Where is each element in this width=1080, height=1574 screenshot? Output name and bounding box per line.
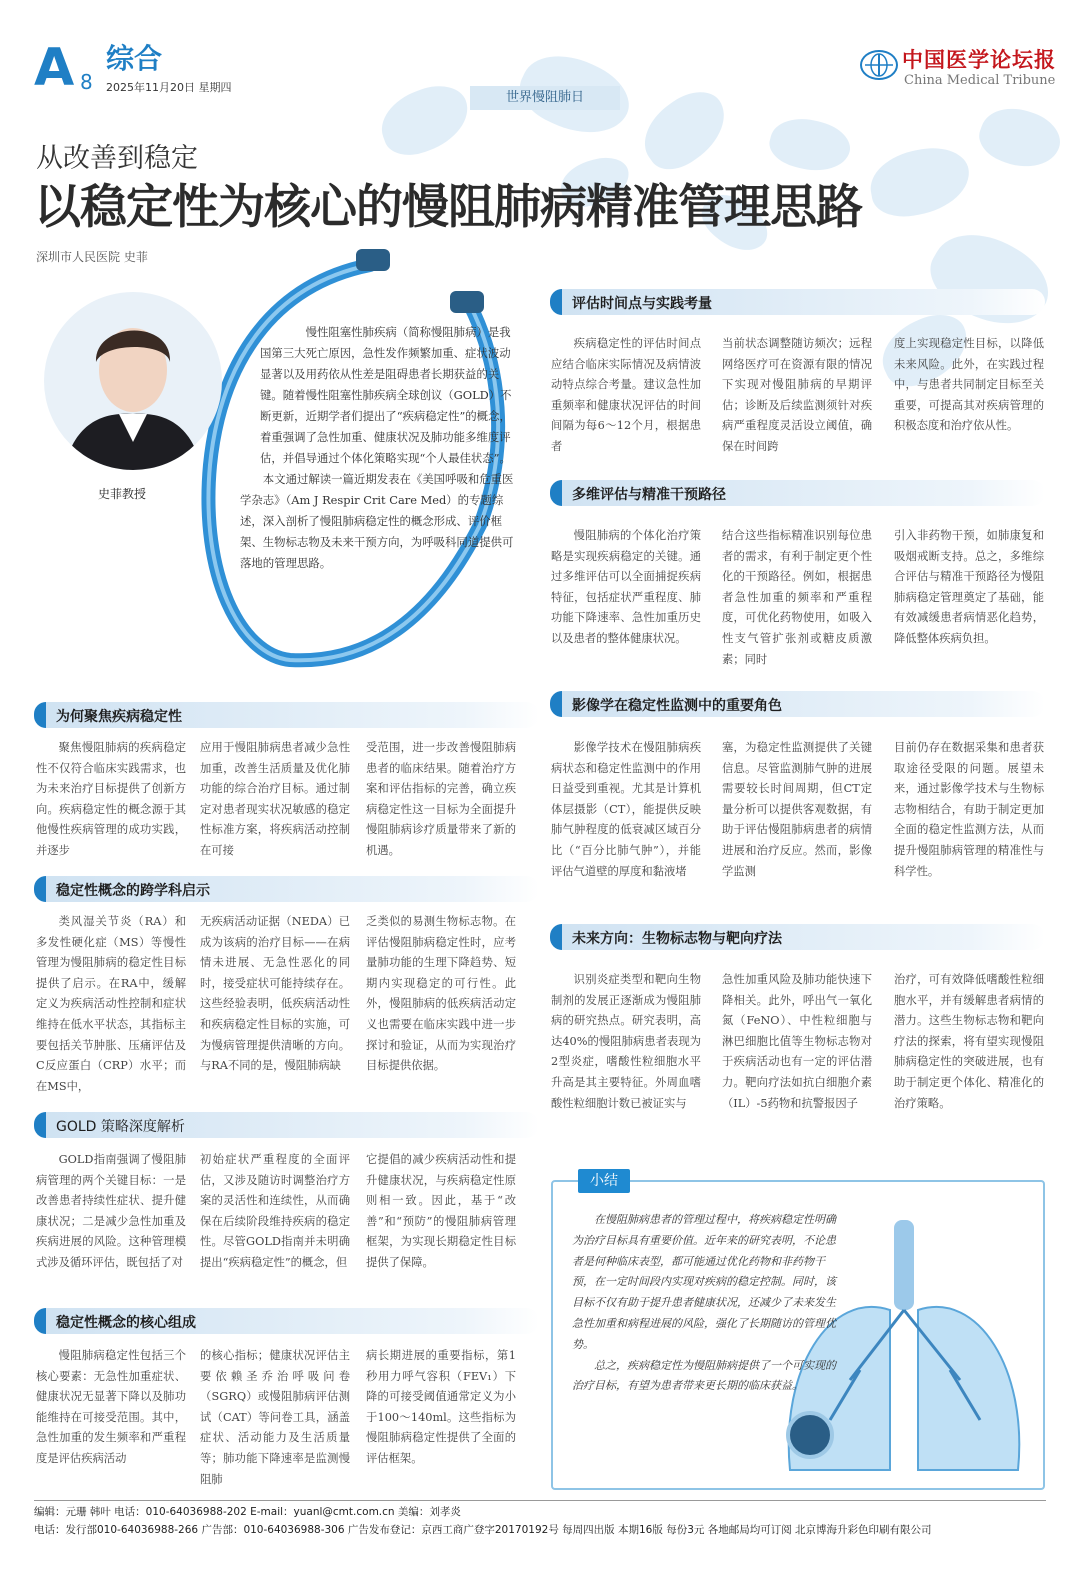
photo-caption: 史菲教授 [98, 487, 147, 501]
column-text: 聚焦慢阻肺病的疾病稳定性不仅符合临床实践需求，也为未来治疗目标提供了创新方向。疾病稳定性的概念源于其他慢性疾病管理的成功实践，并逐步 [36, 741, 186, 857]
column-text: 治疗，可有效降低嗜酸性粒细胞水平，并有缓解患者病情的潜力。这些生物标志物和靶向疗法的探索，将有望实现慢阻肺病稳定性的突破进展，也有助于制定更个体化、精准化的治疗策略。 [894, 973, 1044, 1110]
section-heading: 影像学在稳定性监测中的重要角色 [550, 691, 1045, 717]
column-text: 结合这些指标精准识别每位患者的需求，有利于制定更个性化的干预路径。例如，根据患者急性加重的频率和严重程度，可优化药物使用，如吸入性支气管扩张剂或糖皮质激素；同时 [722, 529, 872, 666]
column-text: 类风湿关节炎（RA）和多发性硬化症（MS）等慢性管理为慢阻肺病的稳定性目标提供了启示。在RA中，缓解定义为疾病活动性控制和症状维持在低水平状态，其指标主要包括关节肿胀、压痛评估及C反应蛋白（CRP）水平；而在MS中， [36, 915, 186, 1093]
column-text: 引入非药物干预，如肺康复和吸烟戒断支持。总之，多维综合评估与精准干预路径为慢阻肺病稳定管理奠定了基础，能有效减缓患者病情恶化趋势，降低整体疾病负担。 [894, 529, 1044, 645]
byline: 深圳市人民医院 史菲 [36, 250, 148, 264]
column-text: 应用于慢阻肺病患者减少急性加重，改善生活质量及优化肺功能的综合治疗目标。通过制定对患者现实状况敏感的稳定性标准方案，将疾病活动控制在可接 [200, 741, 350, 857]
tribune-globe-icon [860, 50, 898, 80]
column-text: 疾病稳定性的评估时间点应结合临床实际情况及病情波动特点综合考量。建议急性加重频率和健康状况评估的时间间隔为每6～12个月，根据患者 [551, 337, 701, 453]
author-photo [44, 292, 222, 470]
column-text: 的核心指标；健康状况评估主要依赖圣乔治呼吸问卷（SGRQ）或慢阻肺病评估测试（CAT）等问卷工具，涵盖症状、活动能力及生活质量等；肺功能下降速率是监测慢阻肺 [200, 1349, 350, 1486]
topic-banner: 世界慢阻肺日 [470, 86, 620, 110]
column-text: 影像学技术在慢阻肺病疾病状态和稳定性监测中的作用日益受到重视。尤其是计算机体层摄影（CT），能提供反映肺气肿程度的低衰减区域百分比（“百分比肺气肿”），并能评估气道壁的厚度和黏液堵 [551, 741, 701, 878]
footer-rule [34, 1500, 1046, 1501]
masthead-logo-cn: 中国医学论坛报 [902, 47, 1056, 72]
section-heading: 多维评估与精准干预路径 [550, 480, 1045, 506]
column-text: 乏类似的易测生物标志物。在评估慢阻肺病稳定性时，应考量肺功能的生理下降趋势、短期内实现稳定的可行性。此外，慢阻肺病的低疾病活动定义也需要在临床实践中进一步探讨和验证，从而为实现治疗目标提供依据。 [366, 915, 516, 1073]
column-text: 无疾病活动证据（NEDA）已成为该病的治疗目标——在病情未进展、无急性恶化的同时，接受症状可能持续存在。这些经验表明，低疾病活动性和疾病稳定性目标的实施，可为慢病管理提供清晰的方向。与RA不同的是，慢阻肺病缺 [200, 915, 350, 1073]
column-text: 受范围，进一步改善慢阻肺病患者的临床结果。随着治疗方案和评估指标的完善，确立疾病稳定性这一目标为全面提升慢阻肺病诊疗质量带来了新的机遇。 [366, 741, 516, 857]
section-heading: 稳定性概念的跨学科启示 [34, 876, 539, 902]
column-text: 识别炎症类型和靶向生物制剂的发展正逐渐成为慢阻肺病的研究热点。研究表明，高达40%的慢阻肺病患者表现为2型炎症，嗜酸性粒细胞水平升高是其主要特征。外周血嗜酸性粒细胞计数已被证实与 [551, 973, 701, 1110]
footer-editors: 编辑：元珊 韩叶 电话：010-64036988-202 E-mail：yuanl@cmt.com.cn 美编：刘孝炎 [34, 1506, 461, 1518]
intro-paragraph: 本文通过解读一篇近期发表在《美国呼吸和危重医学杂志》（Am J Respir Crit Care Med）的专题综述，深入剖析了慢阻肺病稳定性的概念形成、评价框架、生物标志物及未来干预方向，为呼吸科同道提供可落地的管理思路。 [240, 472, 514, 570]
page-letter: A [34, 38, 75, 98]
section-name: 综合 [106, 42, 163, 75]
intro-text [220, 322, 520, 574]
article-title: 以稳定性为核心的慢阻肺病精准管理思路 [34, 180, 862, 235]
column-text: GOLD指南强调了慢阻肺病管理的两个关键目标：一是改善患者持续性症状、提升健康状况；二是减少急性加重及疾病进展的风险。这种管理模式涉及循环评估，既包括了对 [36, 1153, 186, 1269]
section-heading: 稳定性概念的核心组成 [34, 1308, 539, 1334]
section-heading: 评估时间点与实践考量 [550, 289, 1045, 315]
column-text: 急性加重风险及肺功能快速下降相关。此外，呼出气一氧化氮（FeNO）、中性粒细胞与淋巴细胞比值等生物标志物对于疾病活动也有一定的评估潜力。靶向疗法如抗白细胞介素（IL）-5药物和抗警报因子 [722, 973, 872, 1110]
column-text: 塞，为稳定性监测提供了关键信息。尽管监测肺气肿的进展需要较长时间周期，但CT定量分析可以提供客观数据，有助于评估慢阻肺病患者的病情进展和治疗反应。然而，影像学监测 [722, 741, 872, 878]
page-number: 8 [80, 70, 93, 94]
column-text: 目前仍存在数据采集和患者获取途径受限的问题。展望未来，通过影像学技术与生物标志物相结合，有助于制定更加全面的稳定性监测方法，从而提升慢阻肺病管理的精准性与科学性。 [894, 741, 1044, 878]
article-subtitle: 从改善到稳定 [36, 143, 198, 174]
issue-date: 2025年11月20日 星期四 [106, 81, 232, 94]
summary-tag: 小结 [578, 1169, 630, 1193]
column-text: 度上实现稳定性目标，以降低未来风险。此外，在实践过程中，与患者共同制定目标至关重要，可提高其对疾病管理的积极态度和治疗依从性。 [894, 337, 1044, 433]
masthead-logo-en: China Medical Tribune [904, 73, 1056, 88]
column-text: 病长期进展的重要指标，第1秒用力呼气容积（FEV₁）下降的可接受阈值通常定义为小于100～140ml。这些指标为慢阻肺病稳定性提供了全面的评估框架。 [366, 1349, 516, 1465]
section-heading: 未来方向：生物标志物与靶向疗法 [550, 924, 1045, 950]
summary-text [572, 1210, 844, 1397]
intro-paragraph: 慢性阻塞性肺疾病（简称慢阻肺病）是我国第三大死亡原因，急性发作频繁加重、症状波动显著以及用药依从性差是阻碍患者长期获益的关键。随着慢性阻塞性肺疾病全球创议（GOLD）不断更新，近期学者们提出了“疾病稳定性”的概念，着重强调了急性加重、健康状况及肺功能多维度评估，并倡导通过个体化策略实现“个人最佳状态”。 [260, 325, 512, 465]
summary-paragraph: 在慢阻肺病患者的管理过程中，将疾病稳定性明确为治疗目标具有重要价值。近年来的研究表明，不论患者是何种临床表型，都可能通过优化药物和非药物干预，在一定时间段内实现对疾病的稳定控制。同时，该目标不仅有助于提升患者健康状况，还减少了未来发生急性加重和病程进展的风险，强化了长期随访的管理优势。 [572, 1213, 836, 1351]
section-heading: GOLD 策略深度解析 [34, 1112, 539, 1138]
column-text: 慢阻肺病稳定性包括三个核心要素：无急性加重症状、健康状况无显著下降以及肺功能维持在可接受范围。其中，急性加重的发生频率和严重程度是评估疾病活动 [36, 1349, 186, 1465]
section-heading: 为何聚焦疾病稳定性 [34, 702, 539, 728]
column-text: 它提倡的减少疾病活动性和提升健康状况，与疾病稳定性原则相一致。因此，基于“改善”和“预防”的慢阻肺病管理框架，为实现长期稳定性目标提供了保障。 [366, 1153, 516, 1269]
column-text: 慢阻肺病的个体化治疗策略是实现疾病稳定的关键。通过多维评估可以全面捕捉疾病特征，包括症状严重程度、肺功能下降速率、急性加重历史以及患者的整体健康状况。 [551, 529, 701, 645]
summary-paragraph: 总之，疾病稳定性为慢阻肺病提供了一个可实现的治疗目标，有望为患者带来更长期的临床获益。 [572, 1358, 836, 1393]
column-text: 初始症状严重程度的全面评估，又涉及随访时调整治疗方案的灵活性和连续性，从而确保在后续阶段维持疾病的稳定性。尽管GOLD指南并未明确提出“疾病稳定性”的概念，但 [200, 1153, 350, 1269]
column-text: 当前状态调整随访频次；远程网络医疗可在资源有限的情况下实现对慢阻肺病的早期评估；诊断及后续监测须针对疾病严重程度灵活设立阈值，确保在时间跨 [722, 337, 872, 453]
footer-publisher: 电话：发行部010-64036988-266 广告部：010-64036988-306 广告发布登记：京西工商广登字20170192号 每周四出版 本期16版 每份3元 各地邮局均可订阅 北京博海升彩色印刷有限公司 [34, 1524, 932, 1536]
